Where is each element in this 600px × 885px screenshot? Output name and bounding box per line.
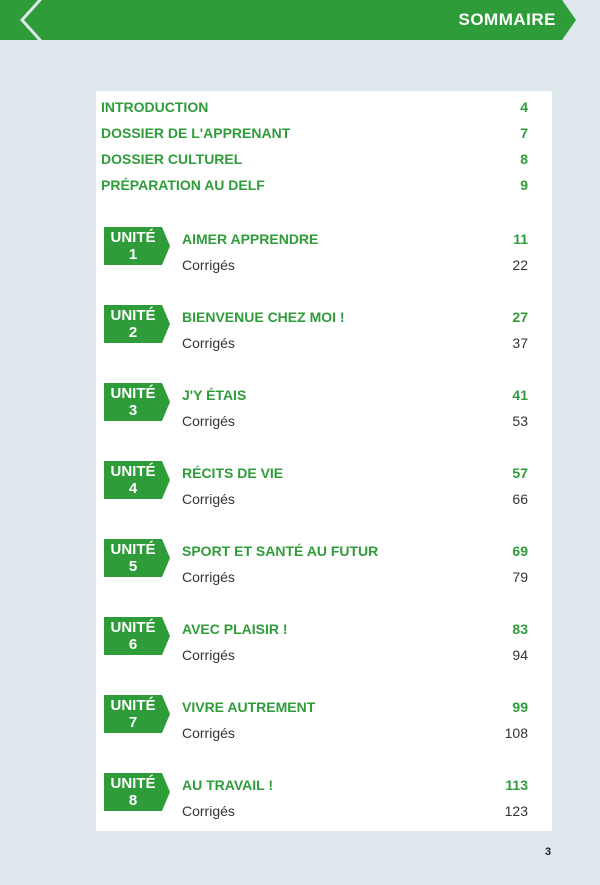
unit-title[interactable]: RÉCITS DE VIE	[182, 465, 284, 481]
badge-label: UNITÉ	[110, 775, 156, 792]
unit-corriges-page: 108	[504, 725, 528, 741]
unit-title[interactable]: VIVRE AUTREMENT	[182, 699, 316, 715]
unit-page: 57	[512, 465, 528, 481]
unit-title[interactable]: SPORT ET SANTÉ AU FUTUR	[182, 543, 379, 559]
unit-entry-6[interactable]	[104, 617, 544, 669]
unit-entry-5[interactable]	[104, 539, 544, 591]
unit-title[interactable]: AU TRAVAIL !	[182, 777, 273, 793]
badge-number: 3	[128, 402, 138, 419]
unit-corriges-page: 37	[512, 335, 528, 351]
unit-entry-3[interactable]	[104, 383, 544, 435]
badge-number: 8	[128, 792, 138, 809]
table-of-contents	[96, 91, 552, 831]
unit-badge	[104, 617, 172, 655]
unit-entry-7[interactable]	[104, 695, 544, 747]
badge-label: UNITÉ	[110, 541, 156, 558]
unit-corriges-label[interactable]: Corrigés	[182, 413, 235, 429]
unit-page: 11	[513, 231, 528, 247]
badge-number: 6	[128, 636, 138, 653]
toc-item-label: INTRODUCTION	[101, 99, 209, 115]
unit-corriges-page: 66	[512, 491, 528, 507]
toc-item-label: PRÉPARATION AU DELF	[101, 177, 265, 193]
badge-number: 4	[128, 480, 138, 497]
toc-item-dossier-culturel[interactable]	[101, 149, 528, 169]
unit-entry-4[interactable]	[104, 461, 544, 513]
toc-item-page: 8	[520, 151, 528, 167]
unit-title[interactable]: AVEC PLAISIR !	[182, 621, 288, 637]
badge-label: UNITÉ	[110, 463, 156, 480]
badge-label: UNITÉ	[110, 697, 156, 714]
badge-number: 7	[128, 714, 138, 731]
unit-corriges-label[interactable]: Corrigés	[182, 569, 235, 585]
unit-corriges-page: 22	[512, 257, 528, 273]
unit-corriges-label[interactable]: Corrigés	[182, 257, 235, 273]
badge-number: 5	[128, 558, 138, 575]
badge-number: 1	[128, 246, 138, 263]
unit-badge	[104, 383, 172, 421]
toc-item-label: DOSSIER DE L'APPRENANT	[101, 125, 291, 141]
unit-title[interactable]: BIENVENUE CHEZ MOI !	[182, 309, 345, 325]
badge-label: UNITÉ	[110, 385, 156, 402]
unit-entry-1[interactable]	[104, 227, 544, 279]
badge-label: UNITÉ	[110, 619, 156, 636]
unit-badge	[104, 773, 172, 811]
header-banner	[0, 0, 600, 40]
unit-badge	[104, 305, 172, 343]
unit-badge	[104, 539, 172, 577]
unit-entry-8[interactable]	[104, 773, 544, 825]
unit-page: 83	[512, 621, 528, 637]
toc-item-label: DOSSIER CULTUREL	[101, 151, 243, 167]
toc-item-page: 7	[520, 125, 528, 141]
badge-label: UNITÉ	[110, 229, 156, 246]
unit-corriges-label[interactable]: Corrigés	[182, 803, 235, 819]
badge-number: 2	[128, 324, 138, 341]
unit-page: 69	[512, 543, 528, 559]
unit-badge	[104, 227, 172, 265]
unit-title[interactable]: J'Y ÉTAIS	[182, 387, 247, 403]
unit-page: 27	[512, 309, 528, 325]
unit-title[interactable]: AIMER APPRENDRE	[182, 231, 319, 247]
toc-item-page: 9	[520, 177, 528, 193]
toc-item-preparation-delf[interactable]	[101, 175, 528, 195]
toc-item-dossier-apprenant[interactable]	[101, 123, 528, 143]
unit-page: 41	[512, 387, 528, 403]
unit-corriges-label[interactable]: Corrigés	[182, 647, 235, 663]
unit-entry-2[interactable]	[104, 305, 544, 357]
toc-item-page: 4	[520, 99, 528, 115]
unit-corriges-label[interactable]: Corrigés	[182, 725, 235, 741]
badge-label: UNITÉ	[110, 307, 156, 324]
unit-corriges-page: 79	[512, 569, 528, 585]
unit-corriges-page: 123	[504, 803, 528, 819]
unit-badge	[104, 695, 172, 733]
unit-page: 99	[512, 699, 528, 715]
unit-corriges-label[interactable]: Corrigés	[182, 491, 235, 507]
unit-page: 113	[505, 777, 528, 793]
page-number: 3	[545, 846, 552, 858]
unit-corriges-page: 53	[512, 413, 528, 429]
unit-badge	[104, 461, 172, 499]
unit-corriges-label[interactable]: Corrigés	[182, 335, 235, 351]
unit-corriges-page: 94	[512, 647, 528, 663]
toc-item-introduction[interactable]	[101, 97, 528, 117]
page-title: SOMMAIRE	[458, 10, 556, 29]
